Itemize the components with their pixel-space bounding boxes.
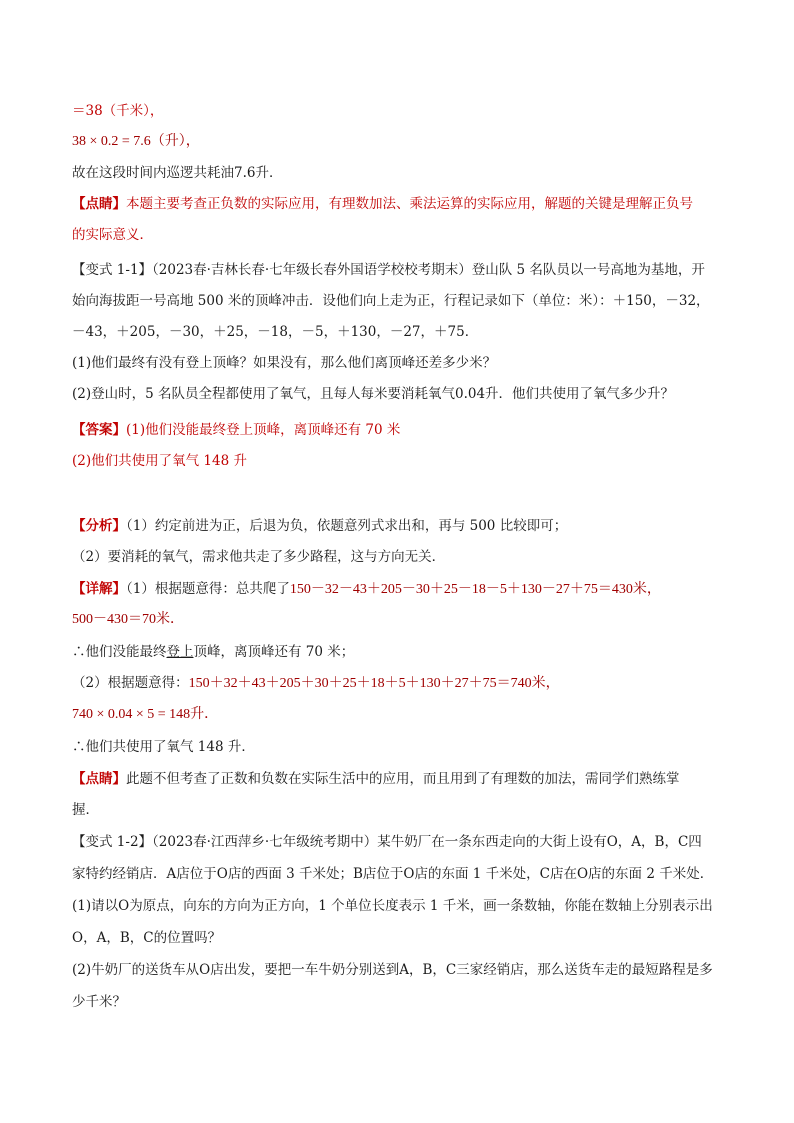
- analysis-text: （1）约定前进为正，后退为负，依题意列式求出和，再与 500 比较即可；: [126, 518, 568, 534]
- key-point-text-cont: 握．: [72, 802, 99, 818]
- key-point-tag: 【点睛】: [72, 196, 126, 212]
- answer-text-2: (2)他们共使用了氧气 148 升: [72, 453, 247, 469]
- answer-tag: 【答案】: [72, 422, 126, 438]
- variant-tag: 【变式 1-2】: [72, 834, 153, 850]
- key-point-text-cont: 的实际意义．: [72, 227, 153, 243]
- question-1: (1)他们最终有没有登上顶峰？如果没有，那么他们离顶峰还差多少米？: [72, 355, 497, 371]
- detail-part-2: [72, 673, 560, 693]
- question-2: (2)登山时，5 名队员全程都使用了氧气，且每人每米要消耗氧气0.04升．他们共使用了氧气多少升？: [72, 386, 675, 402]
- conclusion-part: ∴他们没能最终: [72, 644, 167, 660]
- key-point-tag: 【点睛】: [72, 771, 126, 787]
- solution-line: ＝38（千米），: [72, 103, 164, 119]
- variant-text: （2023春·吉林长春·七年级长春外国语学校校考期末）登山队 5 名队员以一号高地为基地，开: [152, 262, 705, 278]
- key-point-text: 此题不但考查了正数和负数在实际生活中的应用，而且用到了有理数的加法，需同学们熟练掌: [126, 771, 680, 787]
- solution-equation: 38 × 0.2 = 7.6（升），: [72, 134, 200, 149]
- problem-records: －43，＋205，－30，＋25，－18，－5，＋130，－27，＋75．: [72, 324, 479, 340]
- detail-equation-2: 500－430＝70米．: [72, 612, 184, 627]
- problem-text: 始向海拔距一号高地 500 米的顶峰冲击．设他们向上走为正，行程记录如下（单位：米）：＋150，－32，: [72, 293, 710, 309]
- key-point-line: [72, 194, 693, 214]
- variant-1-2-heading: [72, 832, 702, 852]
- detail-tag: 【详解】: [72, 581, 126, 597]
- question-1: (1)请以O为原点，向东的方向为正方向，1 个单位长度表示 1 千米，画一条数轴，你能在数轴上分别表示出: [72, 898, 713, 914]
- conclusion-line: 故在这段时间内巡逻共耗油7.6升．: [72, 165, 283, 181]
- detail-text: （1）根据题意得：总共爬了: [126, 581, 290, 597]
- problem-text: 家特约经销店．A店位于O店的西面 3 千米处；B店位于O店的东面 1 千米处，C店在O店的东面 2 千米处．: [72, 866, 714, 882]
- detail-text: （2）根据题意得：: [72, 675, 189, 691]
- answer-line: [72, 420, 400, 440]
- key-point-text: 本题主要考查正负数的实际应用，有理数加法、乘法运算的实际应用，解题的关键是理解正负号: [126, 196, 693, 212]
- underlined-word: 登上: [166, 644, 194, 660]
- detail-equation: 150＋32＋43＋205＋30＋25＋18＋5＋130＋27＋75＝740米，: [188, 676, 560, 691]
- question-2-cont: 少千米？: [72, 994, 126, 1010]
- detail-equation: 150－32－43＋205－30＋25－18－5＋130－27＋75＝430米，: [289, 582, 661, 597]
- question-1-cont: O，A，B，C的位置吗？: [72, 930, 222, 946]
- variant-text: （2023春·江西萍乡·七年级统考期中）某牛奶厂在一条东西走向的大街上设有O，A，B，C四: [152, 834, 702, 850]
- detail-line: [72, 579, 661, 599]
- answer-text: (1)他们没能最终登上顶峰，离顶峰还有 70 米: [126, 422, 401, 438]
- conclusion-part: 顶峰，离顶峰还有 70 米；: [193, 644, 355, 660]
- detail-conclusion-2: ∴他们共使用了氧气 148 升．: [72, 739, 255, 755]
- variant-1-1-heading: [72, 260, 705, 280]
- detail-equation-3: 740 × 0.04 × 5 = 148升．: [72, 707, 219, 722]
- analysis-tag: 【分析】: [72, 518, 126, 534]
- variant-tag: 【变式 1-1】: [72, 262, 153, 278]
- analysis-line: [72, 516, 567, 536]
- question-2: (2)牛奶厂的送货车从O店出发，要把一车牛奶分别送到A，B，C三家经销店，那么送货车走的最短路程是多: [72, 962, 713, 978]
- key-point-line-2: [72, 769, 680, 789]
- analysis-text-2: （2）要消耗的氧气，需求他共走了多少路程，这与方向无关．: [72, 549, 446, 565]
- detail-conclusion-1: [72, 642, 354, 662]
